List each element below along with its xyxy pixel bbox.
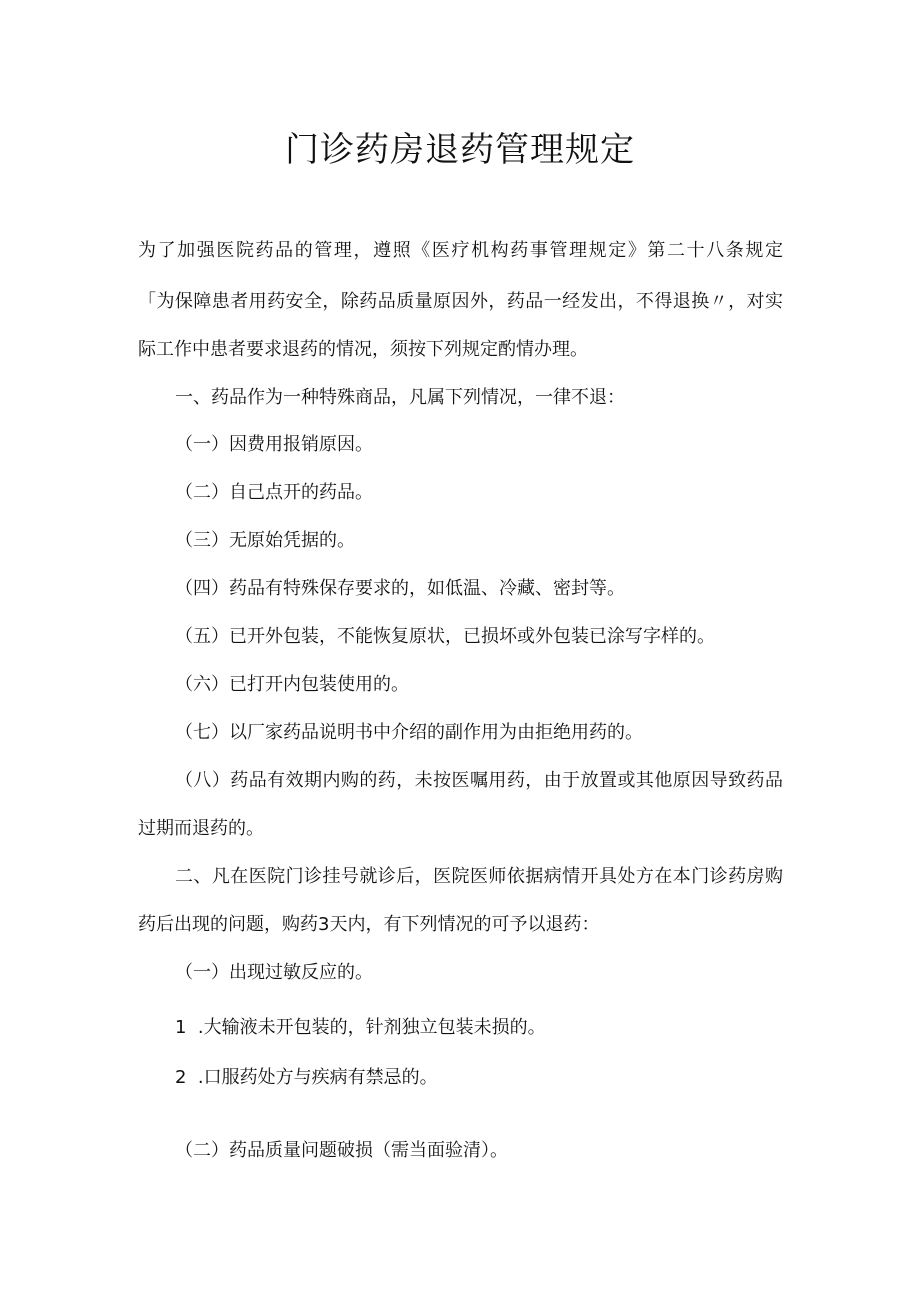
section-1-item-8-line-1: （八）药品有效期内购的药，未按医嘱用药，由于放置或其他原因导致药品 [175, 770, 783, 791]
section-1-item-2: （二）自己点开的药品。 [175, 482, 373, 503]
section-1-item-5: （五）已开外包装，不能恢复原状，已损坏或外包装已涂写字样的。 [175, 626, 715, 647]
intro-line-3: 际工作中患者要求退药的情况，须按下列规定酌情办理。 [138, 339, 588, 360]
section-1-item-3: （三）无原始凭据的。 [175, 530, 355, 551]
section-2-item-1: （一）出现过敏反应的。 [175, 962, 373, 983]
section-2-item-2: （二）药品质量问题破损（需当面验清）。 [175, 1140, 508, 1161]
section-2-heading-line-1: 二、凡在医院门诊挂号就诊后，医院医师依据病情开具处方在本门诊药房购 [175, 866, 783, 887]
section-2-subitem-2: 2 .口服药处方与疾病有禁忌的。 [175, 1067, 438, 1088]
intro-line-1: 为了加强医院药品的管理，遵照《医疗机构药事管理规定》第二十八条规定 [138, 240, 783, 261]
intro-line-2: 「为保障患者用药安全，除药品质量原因外，药品一经发出，不得退换〃，对实 [138, 291, 783, 312]
section-2-heading-line-2: 药后出现的问题，购药3天内，有下列情况的可予以退药： [138, 914, 600, 935]
section-2-subitem-1: 1 .大输液未开包装的，针剂独立包装未损的。 [175, 1017, 546, 1038]
section-1-item-1: （一）因费用报销原因。 [175, 434, 373, 455]
section-1-heading: 一、药品作为一种特殊商品，凡属下列情况，一律不退： [175, 387, 625, 408]
document-title: 门诊药房退药管理规定 [285, 130, 635, 170]
section-1-item-6: （六）已打开内包装使用的。 [175, 674, 409, 695]
section-1-item-4: （四）药品有特殊保存要求的，如低温、冷藏、密封等。 [175, 578, 625, 599]
section-1-item-7: （七）以厂家药品说明书中介绍的副作用为由拒绝用药的。 [175, 722, 643, 743]
section-1-item-8-line-2: 过期而退药的。 [138, 818, 264, 839]
